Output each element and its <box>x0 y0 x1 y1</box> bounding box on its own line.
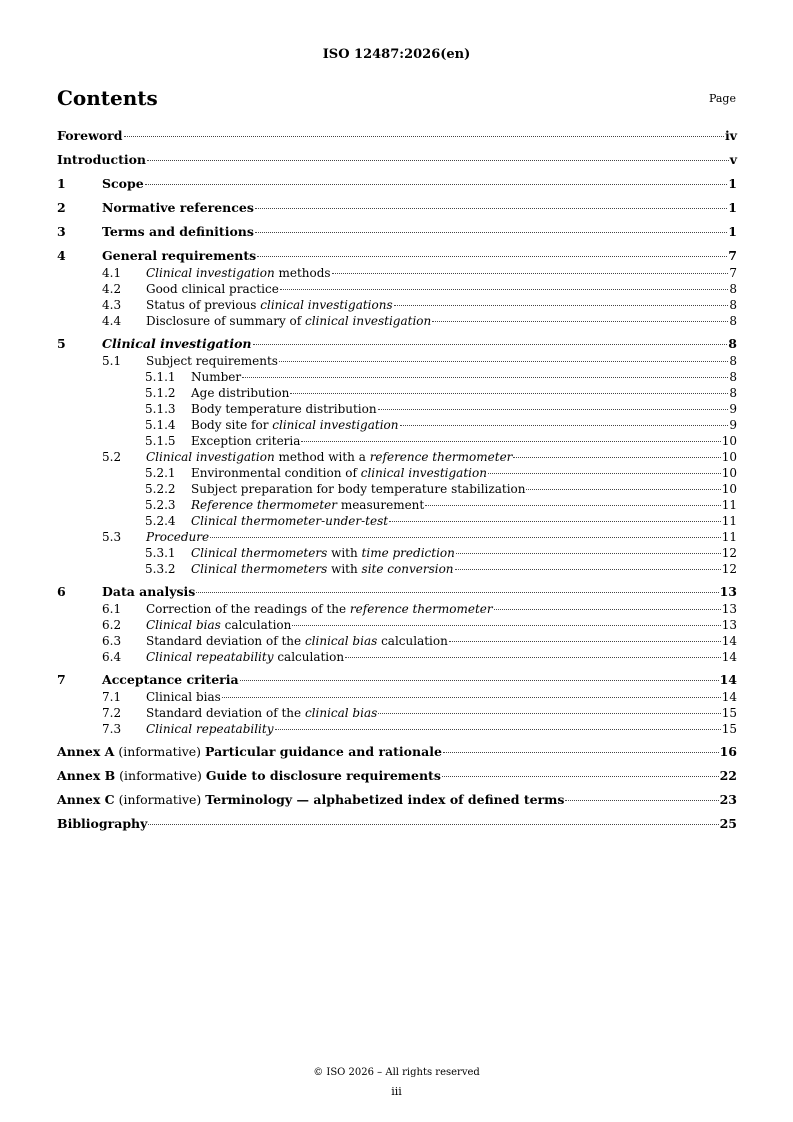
toc-entry-title-part: Bibliography <box>57 816 148 831</box>
toc-entry-title-part: (informative) <box>114 792 206 807</box>
toc-entry-title <box>57 816 147 832</box>
toc-entry-title-part: clinical bias <box>304 706 378 720</box>
toc-entry[interactable] <box>57 281 737 297</box>
toc-entry-page: 14 <box>721 650 737 664</box>
dot-leader <box>394 305 729 306</box>
toc-entry-page: 15 <box>721 722 737 736</box>
toc-entry-title <box>146 617 291 633</box>
toc-entry-title <box>57 152 146 168</box>
toc-entry-title <box>146 649 344 665</box>
toc-entry-title-part: (informative) <box>115 768 206 783</box>
toc-entry-title <box>146 281 279 297</box>
toc-entry-title <box>146 689 221 705</box>
toc-entry-page: 23 <box>719 792 737 807</box>
toc-entry-number: 4.4 <box>102 314 122 328</box>
toc-entry-title-part: measurement <box>337 498 425 512</box>
toc-entry-title-part: Particular guidance and rationale <box>205 744 442 759</box>
toc-entry[interactable] <box>57 705 737 721</box>
toc-entry-page: 15 <box>721 706 737 720</box>
dot-leader <box>432 321 728 322</box>
toc-entry-title-part: Clinical thermometers <box>191 562 328 576</box>
toc-entry-title-part: Guide to disclosure requirements <box>205 768 441 783</box>
dot-leader <box>565 800 718 801</box>
toc-entry-page: 12 <box>721 546 737 560</box>
toc-entry-title <box>191 465 487 481</box>
toc-entry-title-part: clinical investigation <box>360 466 487 480</box>
dot-leader <box>222 697 721 698</box>
toc-entry-page: 1 <box>728 176 737 191</box>
dot-leader <box>443 752 719 753</box>
toc-entry-title-part: clinical investigation <box>305 314 432 328</box>
toc-entry[interactable] <box>57 152 737 169</box>
toc-entry-number: 7 <box>57 672 66 687</box>
toc-entry-title <box>146 265 331 281</box>
page-number: iii <box>391 1085 402 1098</box>
toc-entry-number: 5.2.1 <box>145 466 176 480</box>
toc-entry-title-part: Exception criteria <box>191 434 301 448</box>
toc-entry-title <box>191 401 377 417</box>
toc-entry-number: 6 <box>57 584 66 599</box>
dot-leader <box>400 425 729 426</box>
dot-leader <box>425 505 720 506</box>
dot-leader <box>442 776 719 777</box>
toc-entry-title-part: Subject requirements <box>146 354 278 368</box>
toc-entry[interactable] <box>57 353 737 369</box>
toc-entry-title-part: Data analysis <box>102 584 196 599</box>
toc-entry-title <box>146 601 493 617</box>
toc-entry-title <box>191 417 399 433</box>
toc-entry-number: 5.3.1 <box>145 546 176 560</box>
toc-entry-page: 10 <box>721 434 737 448</box>
toc-entry-number: 7.3 <box>102 722 122 736</box>
toc-entry[interactable] <box>57 689 737 705</box>
toc-entry-title <box>146 297 393 313</box>
dot-leader <box>526 489 720 490</box>
dot-leader <box>378 409 729 410</box>
toc-entry-title <box>191 433 300 449</box>
toc-entry-page: 8 <box>729 298 737 312</box>
toc-entry-title-part: Annex C <box>57 792 115 807</box>
toc-entry-title-part: Age distribution <box>191 386 290 400</box>
toc-entry-title-part: Clinical bias <box>146 618 221 632</box>
toc-entry-title <box>191 561 454 577</box>
toc-entry-page: 13 <box>721 602 737 616</box>
toc-entry-number: 2 <box>57 200 66 215</box>
toc-entry-title <box>102 248 256 264</box>
toc-entry-title-part: Annex B <box>57 768 116 783</box>
toc-entry-title-part: Good clinical practice <box>146 282 279 296</box>
toc-entry-title-part: Standard deviation of the <box>146 634 305 648</box>
toc-entry-number: 7.1 <box>102 690 122 704</box>
toc-entry-title-part: with <box>327 562 362 576</box>
toc-entry-title <box>102 584 195 600</box>
toc-entry[interactable] <box>57 248 737 265</box>
toc-entry-title <box>102 200 254 216</box>
toc-entry-number: 6.3 <box>102 634 122 648</box>
toc-entry-title-part: reference thermometer <box>369 450 513 464</box>
toc-entry-number: 4 <box>57 248 66 263</box>
toc-entry-title-part: Clinical thermometer-under-test <box>191 514 389 528</box>
toc-entry-page: 25 <box>719 816 737 831</box>
toc-entry-title <box>146 705 377 721</box>
toc-entry-page: 14 <box>719 672 737 687</box>
toc-entry-title-part: Terminology — alphabetized index of defined terms <box>205 792 565 807</box>
toc-entry-title-part: Scope <box>102 176 144 191</box>
toc-entry[interactable] <box>57 561 737 577</box>
toc-entry-number: 5.2.3 <box>145 498 176 512</box>
toc-entry-title <box>57 768 441 784</box>
toc-entry[interactable] <box>57 385 737 401</box>
dot-leader <box>279 361 728 362</box>
toc-entry-title <box>146 529 209 545</box>
toc-entry[interactable] <box>57 200 737 217</box>
toc-entry-page: 16 <box>719 744 737 759</box>
toc-entry[interactable] <box>57 497 737 513</box>
dot-leader <box>455 569 721 570</box>
toc-entry-title-part: clinical investigations <box>260 298 393 312</box>
toc-entry-title-part: reference thermometer <box>349 602 493 616</box>
toc-entry-title-part: Standard deviation of the <box>146 706 305 720</box>
toc-entry-page: 22 <box>719 768 737 783</box>
toc-entry-title <box>191 385 289 401</box>
toc-entry[interactable] <box>57 672 737 689</box>
toc-entry[interactable] <box>57 513 737 529</box>
toc-entry-number: 6.2 <box>102 618 122 632</box>
toc-entry-number: 5.1.3 <box>145 402 176 416</box>
toc-entry-page: 11 <box>721 514 737 528</box>
toc-entry-title-part: Acceptance criteria <box>102 672 239 687</box>
toc-entry-page: 8 <box>729 386 737 400</box>
toc-entry[interactable] <box>57 401 737 417</box>
toc-entry[interactable] <box>57 721 737 737</box>
toc-entry-title-part: Clinical repeatability <box>146 722 274 736</box>
toc-entry-page: 10 <box>721 466 737 480</box>
toc-entry-title-part: Status of previous <box>146 298 261 312</box>
toc-entry-number: 6.4 <box>102 650 122 664</box>
toc-entry[interactable] <box>57 176 737 193</box>
dot-leader <box>456 553 721 554</box>
toc-entry-page: 8 <box>729 282 737 296</box>
toc-entry-number: 5.1.4 <box>145 418 176 432</box>
toc-entry-title <box>146 313 431 329</box>
dot-leader <box>290 393 728 394</box>
toc-entry-page: 9 <box>729 402 737 416</box>
toc-entry-title-part: Introduction <box>57 152 147 167</box>
dot-leader <box>196 592 718 593</box>
toc-entry-number: 7.2 <box>102 706 122 720</box>
dot-leader <box>255 232 727 233</box>
table-of-contents <box>57 128 737 833</box>
toc-entry[interactable] <box>57 529 737 545</box>
toc-entry-title-part: Disclosure of summary of <box>146 314 306 328</box>
toc-entry-title-part: Clinical bias <box>146 690 221 704</box>
toc-entry-title <box>102 176 144 192</box>
toc-entry[interactable] <box>57 265 737 281</box>
toc-entry-title-part: method with a <box>274 450 370 464</box>
toc-entry[interactable] <box>57 433 737 449</box>
dot-leader <box>301 441 720 442</box>
toc-entry-page: 1 <box>728 200 737 215</box>
toc-entry-title <box>57 744 442 760</box>
toc-entry-title-part: Normative references <box>102 200 254 215</box>
dot-leader <box>257 256 727 257</box>
toc-entry-page: 12 <box>721 562 737 576</box>
dot-leader <box>255 208 727 209</box>
dot-leader <box>494 609 721 610</box>
dot-leader <box>345 657 721 658</box>
toc-entry-title-part: Environmental condition of <box>191 466 361 480</box>
toc-entry[interactable] <box>57 369 737 385</box>
toc-entry-number: 5.1.5 <box>145 434 176 448</box>
toc-entry-page: 8 <box>729 370 737 384</box>
toc-entry-number: 6.1 <box>102 602 122 616</box>
toc-entry[interactable] <box>57 481 737 497</box>
toc-entry-title-part: Annex A <box>57 744 115 759</box>
toc-entry-title-part: site conversion <box>361 562 454 576</box>
toc-entry[interactable] <box>57 633 737 649</box>
toc-entry-number: 5.1.1 <box>145 370 176 384</box>
toc-entry-title <box>102 224 254 240</box>
toc-entry-title-part: Procedure <box>146 530 210 544</box>
toc-entry-title-part: Number <box>191 370 242 384</box>
dot-leader <box>513 457 720 458</box>
dot-leader <box>148 824 718 825</box>
toc-entry-title <box>191 369 241 385</box>
toc-entry-title-part: Clinical investigation <box>146 266 275 280</box>
toc-entry-title-part: clinical bias <box>304 634 378 648</box>
toc-entry-title-part: methods <box>274 266 331 280</box>
toc-entry[interactable] <box>57 792 737 809</box>
toc-entry-page: 13 <box>719 584 737 599</box>
toc-entry-page: 1 <box>728 224 737 239</box>
dot-leader <box>488 473 721 474</box>
toc-entry-title <box>191 497 424 513</box>
toc-entry-number: 5.3.2 <box>145 562 176 576</box>
dot-leader <box>389 521 721 522</box>
dot-leader <box>240 680 719 681</box>
toc-entry-page: 10 <box>721 450 737 464</box>
toc-entry-title-part: General requirements <box>102 248 257 263</box>
toc-entry-page: 9 <box>729 418 737 432</box>
toc-entry-number: 5.3 <box>102 530 122 544</box>
dot-leader <box>449 641 721 642</box>
toc-entry-title-part: calculation <box>273 650 345 664</box>
dot-leader <box>253 344 728 345</box>
dot-leader <box>332 273 729 274</box>
toc-entry[interactable] <box>57 336 737 353</box>
toc-entry[interactable] <box>57 584 737 601</box>
toc-entry-title <box>146 353 278 369</box>
toc-entry-number: 5.1 <box>102 354 122 368</box>
dot-leader <box>242 377 728 378</box>
toc-entry-number: 4.2 <box>102 282 122 296</box>
toc-entry-title <box>57 792 564 808</box>
toc-entry-number: 4.1 <box>102 266 122 280</box>
toc-entry-title <box>102 336 252 352</box>
toc-entry-page: 8 <box>729 314 737 328</box>
toc-entry-title-part: clinical investigation <box>272 418 399 432</box>
toc-entry-title-part: Correction of the readings of the <box>146 602 350 616</box>
toc-entry[interactable] <box>57 224 737 241</box>
toc-entry-page: 13 <box>721 618 737 632</box>
dot-leader <box>280 289 729 290</box>
toc-entry-title-part: Clinical investigation <box>146 450 275 464</box>
toc-entry-number: 1 <box>57 176 66 191</box>
toc-entry-title-part: Terms and definitions <box>102 224 254 239</box>
toc-entry[interactable] <box>57 744 737 761</box>
toc-entry[interactable] <box>57 545 737 561</box>
toc-entry-number: 5.2.2 <box>145 482 176 496</box>
toc-entry-page: 8 <box>728 336 737 351</box>
toc-entry[interactable] <box>57 617 737 633</box>
toc-entry-title-part: Clinical investigation <box>102 336 252 351</box>
toc-entry-title-part: Body temperature distribution <box>191 402 377 416</box>
dot-leader <box>210 537 721 538</box>
dot-leader <box>147 160 729 161</box>
toc-entry-page: 7 <box>728 248 737 263</box>
toc-entry[interactable] <box>57 417 737 433</box>
toc-entry-title <box>191 545 455 561</box>
toc-entry-title-part: Clinical thermometers <box>191 546 328 560</box>
toc-entry[interactable] <box>57 601 737 617</box>
toc-entry-page: 11 <box>721 530 737 544</box>
toc-entry[interactable] <box>57 768 737 785</box>
toc-entry-number: 5 <box>57 336 66 351</box>
toc-entry-page: v <box>729 152 737 167</box>
toc-entry-number: 5.1.2 <box>145 386 176 400</box>
toc-entry[interactable] <box>57 449 737 465</box>
dot-leader <box>292 625 720 626</box>
document-id: ISO 12487:2026(en) <box>322 47 471 62</box>
dot-leader <box>124 136 724 137</box>
toc-entry-page: 7 <box>729 266 737 280</box>
toc-entry-title-part: Clinical repeatability <box>146 650 274 664</box>
toc-entry[interactable] <box>57 465 737 481</box>
toc-entry-title-part: calculation <box>220 618 292 632</box>
toc-entry-title <box>191 481 525 497</box>
toc-entry-page: 10 <box>721 482 737 496</box>
toc-entry-title-part: with <box>327 546 362 560</box>
dot-leader <box>378 713 720 714</box>
toc-entry[interactable] <box>57 816 737 833</box>
toc-entry-title-part: Foreword <box>57 128 123 143</box>
toc-entry-number: 4.3 <box>102 298 122 312</box>
toc-entry-title-part: time prediction <box>361 546 455 560</box>
toc-entry-page: 14 <box>721 690 737 704</box>
toc-entry-page: 14 <box>721 634 737 648</box>
toc-entry-title <box>146 449 512 465</box>
toc-entry[interactable] <box>57 649 737 665</box>
toc-entry[interactable] <box>57 297 737 313</box>
toc-entry-title <box>57 128 123 144</box>
toc-entry[interactable] <box>57 313 737 329</box>
toc-entry-title <box>102 672 239 688</box>
dot-leader <box>145 184 728 185</box>
toc-entry-title-part: calculation <box>377 634 448 648</box>
toc-entry-title-part: Subject preparation for body temperature stabilization <box>191 482 526 496</box>
toc-entry-number: 5.2.4 <box>145 514 176 528</box>
toc-entry-title <box>146 721 274 737</box>
toc-entry-number: 3 <box>57 224 66 239</box>
copyright-footer: © ISO 2026 – All rights reserved <box>313 1067 480 1078</box>
toc-entry-title-part: Body site for <box>191 418 273 432</box>
toc-entry-page: iv <box>724 128 737 143</box>
toc-entry-page: 11 <box>721 498 737 512</box>
toc-entry-title <box>191 513 388 529</box>
toc-entry-number: 5.2 <box>102 450 122 464</box>
toc-entry-title-part: (informative) <box>114 744 206 759</box>
toc-entry[interactable] <box>57 128 737 145</box>
toc-entry-title-part: Reference thermometer <box>191 498 338 512</box>
contents-title: Contents <box>57 86 158 110</box>
toc-entry-title <box>146 633 448 649</box>
toc-entry-page: 8 <box>729 354 737 368</box>
dot-leader <box>275 729 721 730</box>
page-column-label: Page <box>708 92 736 105</box>
